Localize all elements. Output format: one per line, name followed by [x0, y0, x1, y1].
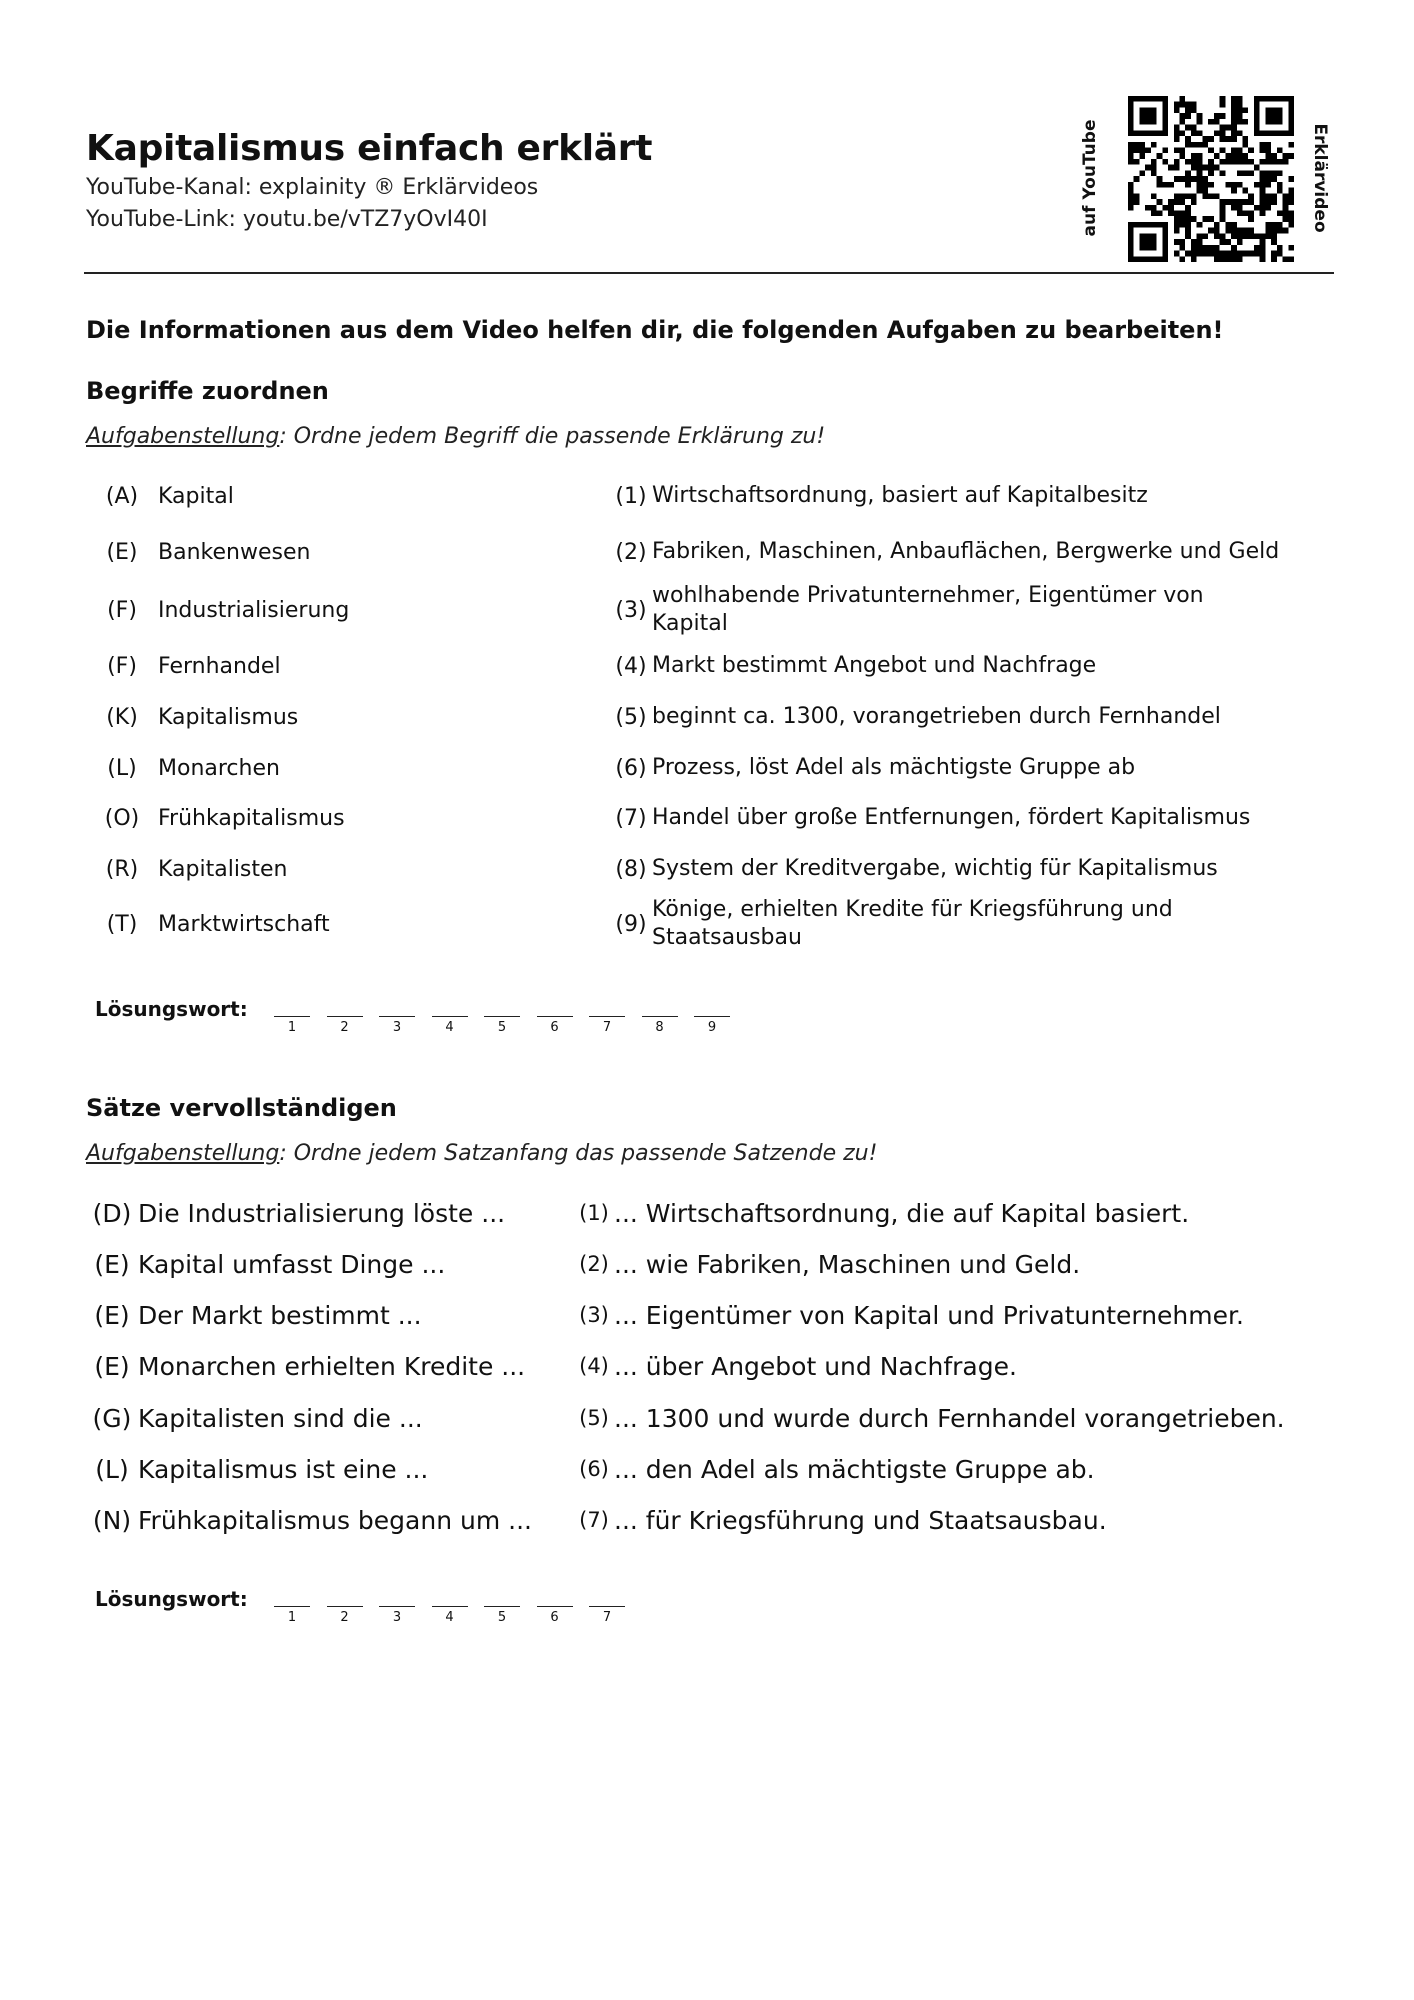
task-label: Aufgabenstellung [86, 1141, 280, 1166]
sentence-start: Monarchen erhielten Kredite ... [138, 1351, 526, 1381]
ending-number: (2) [579, 1252, 609, 1276]
definition-row [610, 790, 1282, 846]
blank-number: 6 [550, 1610, 559, 1625]
sentence-ending: ... Eigentümer von Kapital und Privatunternehmer. [614, 1300, 1244, 1330]
definition-text: wohlhabende Privatunternehmer, Eigentümer von Kapital [652, 583, 1204, 636]
definition-row [610, 524, 1282, 580]
qr-label-left: auf YouTube [1080, 119, 1100, 237]
sentence-end-row [574, 1348, 1017, 1384]
term-text: Marktwirtschaft [158, 911, 330, 937]
qr-label-right: Erklärvideo [1310, 123, 1330, 233]
sentence-start-row [86, 1502, 532, 1538]
answer-blank[interactable] [589, 1606, 625, 1607]
header-divider [84, 272, 1334, 274]
blank-number: 7 [602, 1610, 612, 1625]
term-row [86, 800, 345, 836]
answer-blank[interactable] [432, 1606, 468, 1607]
answer-blank[interactable] [379, 1606, 415, 1607]
definition-number: (3) [615, 597, 647, 623]
definition-text: System der Kreditvergabe, wichtig für Kapitalismus [652, 856, 1218, 881]
blank-number: 5 [497, 1020, 507, 1035]
sentence-start: Kapitalisten sind die ... [138, 1403, 423, 1433]
term-text: Fernhandel [158, 653, 281, 679]
term-code: (R) [105, 856, 139, 882]
definition-number: (5) [615, 704, 647, 730]
definition-row [610, 740, 1282, 796]
sentence-start-row [86, 1348, 525, 1384]
definition-text: beginnt ca. 1300, vorangetrieben durch Fernhandel [652, 704, 1221, 729]
sentence-code: (N) [92, 1505, 132, 1535]
term-row [86, 750, 280, 786]
blank-number: 3 [392, 1610, 402, 1625]
task-instruction-sentences [86, 1141, 877, 1166]
term-row [86, 534, 310, 570]
sentence-start-row [86, 1246, 445, 1282]
blank-number: 6 [550, 1020, 559, 1035]
definition-number: (7) [615, 805, 647, 831]
sentence-ending: ... für Kriegsführung und Staatsausbau. [614, 1505, 1107, 1535]
answer-blank[interactable] [432, 1016, 468, 1017]
task-text: : Ordne jedem Satzanfang das passende Satzende zu! [279, 1141, 878, 1166]
answer-blank[interactable] [274, 1016, 310, 1017]
blank-number: 2 [340, 1020, 349, 1035]
task-text: : Ordne jedem Begriff die passende Erklärung zu! [279, 424, 826, 449]
blank-number: 9 [707, 1020, 717, 1035]
sentence-start-row [86, 1451, 428, 1487]
blank-number: 7 [602, 1020, 612, 1035]
blank-number: 2 [340, 1610, 349, 1625]
definition-number: (2) [615, 539, 647, 565]
term-text: Monarchen [158, 755, 280, 781]
definition-number: (4) [615, 653, 647, 679]
sentence-end-row [574, 1246, 1080, 1282]
task-label: Aufgabenstellung [86, 424, 280, 449]
answer-blank[interactable] [589, 1016, 625, 1017]
sentence-code: (E) [94, 1351, 130, 1381]
definition-number: (1) [615, 483, 647, 509]
sentence-end-row [574, 1400, 1285, 1436]
sentence-ending: ... 1300 und wurde durch Fernhandel vorangetrieben. [614, 1403, 1285, 1433]
term-text: Bankenwesen [158, 539, 311, 565]
sentence-start-row [86, 1297, 422, 1333]
blank-number: 8 [655, 1020, 664, 1035]
term-code: (A) [105, 483, 139, 509]
term-code: (K) [106, 704, 138, 730]
sentence-code: (G) [92, 1403, 132, 1433]
sentence-code: (D) [92, 1198, 132, 1228]
sentence-ending: ... Wirtschaftsordnung, die auf Kapital basiert. [614, 1198, 1190, 1228]
definition-row [610, 896, 1282, 952]
task-instruction-terms [86, 424, 825, 449]
term-code: (O) [104, 805, 140, 831]
ending-number: (1) [579, 1201, 609, 1225]
answer-blank[interactable] [484, 1016, 520, 1017]
ending-number: (5) [579, 1406, 609, 1430]
sentence-start: Frühkapitalismus begann um ... [138, 1505, 532, 1535]
definition-row [610, 638, 1282, 694]
sentence-end-row [574, 1297, 1244, 1333]
blank-number: 1 [287, 1020, 297, 1035]
term-code: (T) [106, 911, 138, 937]
definition-text: Könige, erhielten Kredite für Kriegsführung und Staatsausbau [652, 897, 1173, 950]
answer-blank[interactable] [327, 1016, 363, 1017]
definition-row [610, 468, 1282, 524]
sentence-start-row [86, 1195, 505, 1231]
term-row [86, 906, 330, 942]
term-row [86, 648, 281, 684]
blank-number: 4 [445, 1020, 454, 1035]
definition-row [610, 689, 1282, 745]
answer-blank[interactable] [694, 1016, 730, 1017]
definition-number: (6) [615, 755, 647, 781]
term-text: Kapital [158, 483, 234, 509]
term-row [86, 851, 288, 887]
sentence-start: Der Markt bestimmt ... [138, 1300, 422, 1330]
definition-text: Fabriken, Maschinen, Anbauflächen, Bergwerke und Geld [652, 539, 1280, 564]
definition-text: Markt bestimmt Angebot und Nachfrage [652, 653, 1097, 678]
term-text: Kapitalismus [158, 704, 299, 730]
answer-blank[interactable] [484, 1606, 520, 1607]
sentence-start-row [86, 1400, 423, 1436]
sentence-ending: ... über Angebot und Nachfrage. [614, 1351, 1017, 1381]
definition-number: (9) [615, 911, 647, 937]
definition-text: Prozess, löst Adel als mächtigste Gruppe ab [652, 755, 1136, 780]
term-row [86, 478, 234, 514]
solution-label-2: Lösungswort: [95, 1587, 248, 1611]
sentence-code: (E) [94, 1249, 130, 1279]
definition-text: Handel über große Entfernungen, fördert Kapitalismus [652, 805, 1251, 830]
sentence-end-row [574, 1502, 1107, 1538]
sentence-start: Die Industrialisierung löste ... [138, 1198, 506, 1228]
ending-number: (6) [579, 1457, 609, 1481]
term-code: (F) [107, 653, 137, 679]
section-heading-terms: Begriffe zuordnen [86, 377, 329, 405]
term-code: (L) [107, 755, 137, 781]
blank-number: 5 [497, 1610, 507, 1625]
blank-number: 4 [445, 1610, 454, 1625]
channel-line: YouTube-Kanal: explainity ® Erklärvideos [86, 175, 539, 200]
answer-blank[interactable] [327, 1606, 363, 1607]
link-line: YouTube-Link: youtu.be/vTZ7yOvI40I [86, 207, 488, 232]
sentence-code: (E) [94, 1300, 130, 1330]
ending-number: (4) [579, 1354, 609, 1378]
answer-blank[interactable] [642, 1016, 678, 1017]
sentence-ending: ... den Adel als mächtigste Gruppe ab. [614, 1454, 1095, 1484]
term-text: Frühkapitalismus [158, 805, 345, 831]
term-text: Kapitalisten [158, 856, 288, 882]
term-code: (E) [106, 539, 138, 565]
sentence-start: Kapitalismus ist eine ... [138, 1454, 429, 1484]
ending-number: (7) [579, 1508, 609, 1532]
sentence-end-row [574, 1195, 1189, 1231]
sentence-end-row [574, 1451, 1095, 1487]
definition-text: Wirtschaftsordnung, basiert auf Kapitalbesitz [652, 483, 1148, 508]
definition-row [610, 841, 1282, 897]
blank-number: 1 [287, 1610, 297, 1625]
definition-number: (8) [615, 856, 647, 882]
definition-row [610, 582, 1282, 638]
ending-number: (3) [579, 1303, 609, 1327]
section-heading-sentences: Sätze vervollständigen [86, 1094, 397, 1122]
term-row [86, 592, 349, 628]
sentence-ending: ... wie Fabriken, Maschinen und Geld. [614, 1249, 1081, 1279]
sentence-code: (L) [95, 1454, 129, 1484]
solution-label-1: Lösungswort: [95, 997, 248, 1021]
qr-code-icon[interactable] [1128, 96, 1294, 262]
answer-blank[interactable] [537, 1016, 573, 1017]
term-row [86, 699, 298, 735]
term-text: Industrialisierung [158, 597, 350, 623]
blank-number: 3 [392, 1020, 402, 1035]
term-code: (F) [107, 597, 137, 623]
page-title: Kapitalismus einfach erklärt [86, 128, 653, 169]
sentence-start: Kapital umfasst Dinge ... [138, 1249, 446, 1279]
answer-blank[interactable] [537, 1606, 573, 1607]
intro-text: Die Informationen aus dem Video helfen dir, die folgenden Aufgaben zu bearbeiten! [86, 316, 1224, 344]
answer-blank[interactable] [274, 1606, 310, 1607]
answer-blank[interactable] [379, 1016, 415, 1017]
